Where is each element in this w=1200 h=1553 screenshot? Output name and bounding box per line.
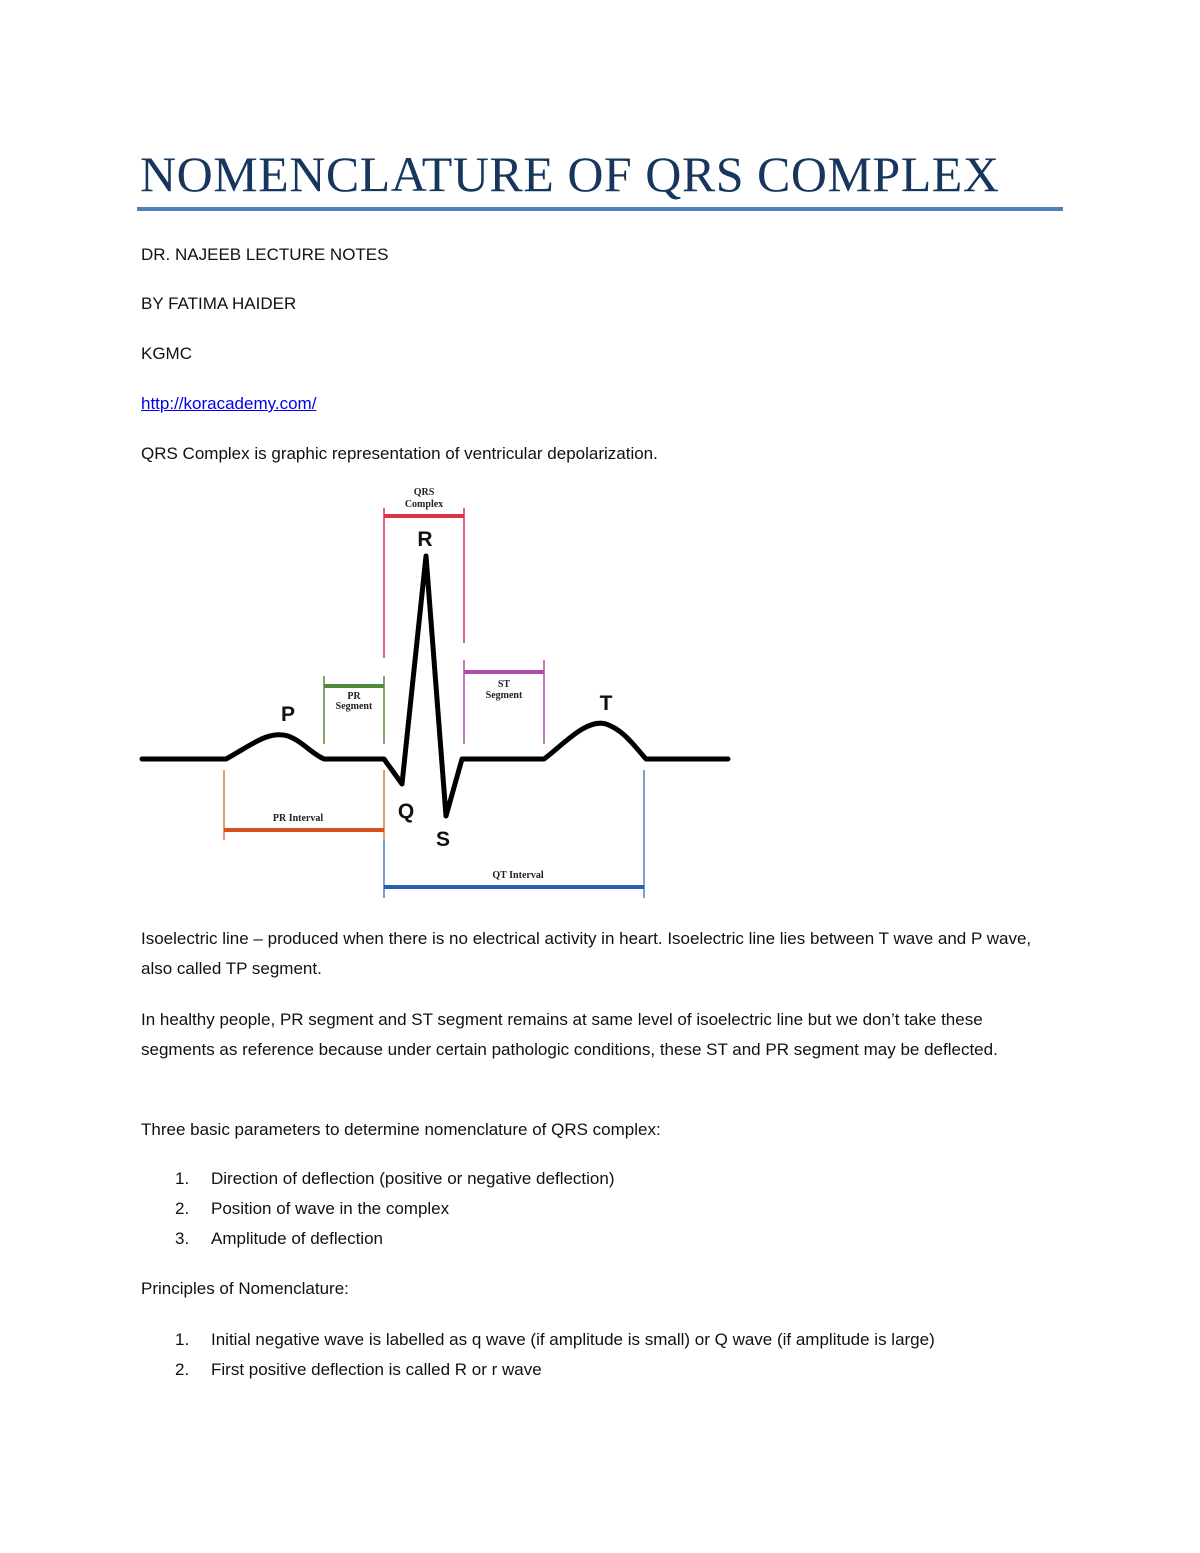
- list-item: 2. First positive deflection is called R or r wave: [175, 1360, 542, 1379]
- list-item: 3. Amplitude of deflection: [175, 1229, 383, 1248]
- website-link[interactable]: http://koracademy.com/: [141, 394, 317, 413]
- list-item: 1. Initial negative wave is labelled as q wave (if amplitude is small) or Q wave (if amplitude is large): [175, 1330, 935, 1349]
- lecture-line: DR. NAJEEB LECTURE NOTES: [141, 245, 389, 264]
- st-segment-label-line2: Segment: [485, 690, 523, 701]
- page-title: NOMENCLATURE OF QRS COMPLEX: [140, 146, 1000, 202]
- healthy-paragraph: In healthy people, PR segment and ST segment remains at same level of isoelectric line but we don’t take these segments as reference because under certain pathologic conditions, these ST and PR segment may be deflected.: [141, 1010, 998, 1059]
- ecg-diagram: [130, 478, 750, 898]
- st-segment-label-line1: ST: [497, 679, 511, 690]
- institution-line: KGMC: [141, 344, 192, 363]
- r-wave-label: R: [417, 528, 433, 551]
- pr-interval-label: PR Interval: [272, 813, 324, 824]
- pr-segment-label-line2: Segment: [335, 701, 373, 712]
- t-wave-label: T: [599, 692, 613, 715]
- principles-list: [141, 1325, 1071, 1385]
- list-item: 2. Position of wave in the complex: [175, 1199, 450, 1218]
- q-wave-label: Q: [397, 800, 415, 823]
- qrs-label-line2: Complex: [404, 499, 444, 510]
- pr-segment-label-line1: PR: [347, 691, 361, 702]
- isoelectric-paragraph: Isoelectric line – produced when there is no electrical activity in heart. Isoelectric line lies between T wave and P wave, also called TP segment.: [141, 929, 1032, 978]
- list-item: 1. Direction of deflection (positive or negative deflection): [175, 1169, 615, 1188]
- parameters-intro: Three basic parameters to determine nomenclature of QRS complex:: [141, 1120, 661, 1139]
- title-underline: [137, 207, 1063, 211]
- intro-text: QRS Complex is graphic representation of ventricular depolarization.: [141, 444, 658, 463]
- st-segment-bracket: [464, 660, 544, 744]
- pr-interval-bracket: [224, 770, 384, 840]
- author-line: BY FATIMA HAIDER: [141, 294, 297, 313]
- ecg-trace: [142, 556, 728, 816]
- p-wave-label: P: [280, 703, 296, 726]
- parameters-list: [141, 1164, 1071, 1254]
- s-wave-label: S: [435, 828, 451, 851]
- qrs-label-line1: QRS: [413, 487, 435, 498]
- principles-intro: Principles of Nomenclature:: [141, 1279, 349, 1298]
- qt-interval-label: QT Interval: [492, 870, 544, 881]
